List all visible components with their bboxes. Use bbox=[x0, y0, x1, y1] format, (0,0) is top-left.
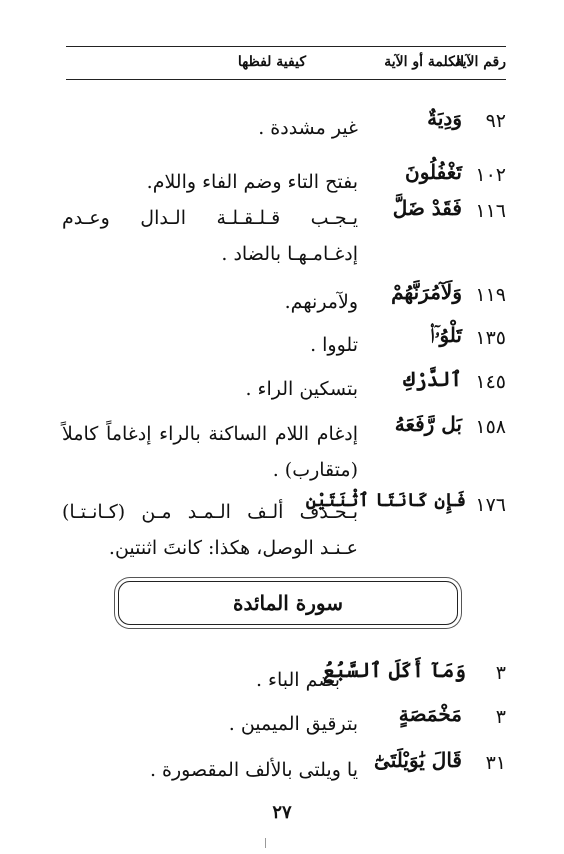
header-verse-number: رقم الآية bbox=[455, 54, 506, 70]
pronunciation-note: ولآمرنهم. bbox=[284, 291, 358, 313]
table-row bbox=[62, 108, 506, 138]
pronunciation-note: بفتح التاء وضم الفاء واللام. bbox=[146, 171, 358, 193]
table-row bbox=[62, 325, 506, 355]
quran-word: تَغْفُلُونَ bbox=[405, 160, 462, 184]
table-row bbox=[62, 704, 506, 734]
quran-word: قَالَ يَٰوَيْلَتَىٰٓ bbox=[374, 748, 462, 772]
verse-number: ١٠٢ bbox=[475, 164, 506, 186]
table-row bbox=[62, 750, 506, 780]
verse-number: ٣١ bbox=[485, 752, 506, 774]
table-row bbox=[62, 369, 506, 399]
pronunciation-note: بتسكين الراء . bbox=[245, 378, 358, 400]
pronunciation-note: غير مشددة . bbox=[258, 117, 358, 139]
table-row bbox=[62, 660, 506, 690]
header-word: الكلمة أو الآية bbox=[384, 54, 464, 70]
table-row bbox=[62, 162, 506, 192]
verse-number: ١٤٥ bbox=[475, 371, 506, 393]
table-row bbox=[62, 196, 506, 265]
page-number: ٢٧ bbox=[272, 802, 292, 823]
table-row bbox=[62, 412, 506, 481]
table-header bbox=[66, 46, 506, 80]
header-pronunciation: كيفية لفظها bbox=[237, 54, 306, 70]
quran-word: فَإِن كَانَتَا ٱثْنَتَيْنِ bbox=[305, 490, 466, 511]
quran-word: بَل رَّفَعَهُ bbox=[394, 412, 462, 436]
quran-word: فَقَدْ ضَلَّ bbox=[392, 196, 462, 220]
binding-mark bbox=[265, 838, 266, 848]
quran-word: مَخْمَصَةٍ bbox=[398, 702, 462, 726]
surah-title: سورة المائدة bbox=[232, 591, 344, 615]
pronunciation-note: بضم الباء . bbox=[255, 669, 340, 691]
verse-number: ١٧٦ bbox=[475, 494, 506, 516]
verse-number: ١٣٥ bbox=[475, 327, 506, 349]
surah-title-box bbox=[118, 581, 458, 625]
verse-number: ٣ bbox=[495, 662, 506, 684]
pronunciation-note: تلووا . bbox=[310, 334, 358, 356]
quran-word: وَدِيَةٌ bbox=[427, 106, 462, 130]
verse-number: ٩٢ bbox=[485, 110, 506, 132]
table-row bbox=[62, 490, 506, 559]
table-row bbox=[62, 282, 506, 312]
verse-number: ١٥٨ bbox=[475, 416, 506, 438]
pronunciation-note: بـحـذف ألـف الـمـد مـن (كـانـتـا) عـنـد الوصل، هكذا: كانتَ اثنتين. bbox=[62, 501, 358, 559]
pronunciation-note: بترقيق الميمين . bbox=[228, 713, 358, 735]
verse-number: ١١٦ bbox=[475, 200, 506, 222]
quran-word: وَلَآمُرَنَّهُمْ bbox=[391, 280, 462, 304]
quran-word: ٱلدَّرْكِ bbox=[403, 367, 462, 391]
pronunciation-note: إدغام اللام الساكنة بالراء إدغاماً كاملاً (متقارب) . bbox=[62, 423, 358, 481]
quran-word: تَلْوُۥٓا۟ bbox=[429, 323, 462, 347]
quran-word: وَمَآ أَكَلَ ٱلسَّبُعُ bbox=[323, 658, 466, 682]
pronunciation-note: يا ويلتى بالألف المقصورة . bbox=[149, 759, 358, 781]
verse-number: ٣ bbox=[495, 706, 506, 728]
verse-number: ١١٩ bbox=[475, 284, 506, 306]
pronunciation-note: يـجـب قـلـقـلـة الـدال وعـدم إدغـامـهـا بالضاد . bbox=[62, 207, 358, 265]
